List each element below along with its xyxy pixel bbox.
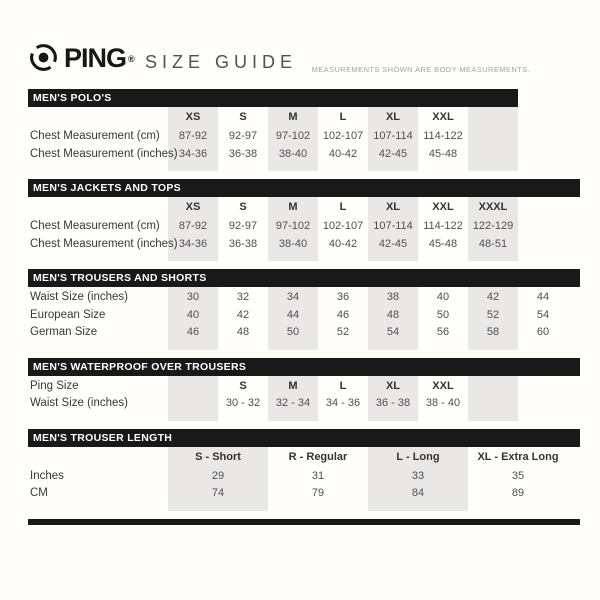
page-header <box>28 40 580 84</box>
section-table <box>28 376 580 421</box>
value-cell: 40-42 <box>328 237 358 250</box>
value-cell: 92-97 <box>228 130 258 142</box>
size-header-cell: XL - Extra Long <box>477 450 559 463</box>
value-cell: 40 <box>436 291 450 303</box>
section-header-bar: MEN'S WATERPROOF OVER TROUSERS <box>28 358 580 376</box>
value-cell: 87-92 <box>178 220 208 232</box>
size-header-cell: XL <box>385 111 401 123</box>
value-cell: 54 <box>386 326 400 338</box>
row-label: Waist Size (inches) <box>30 397 128 409</box>
size-header-cell: XL <box>385 201 401 213</box>
value-cell: 46 <box>186 326 200 338</box>
size-header-cell: XS <box>185 201 201 213</box>
value-cell: 40-42 <box>328 147 358 160</box>
value-cell: 34 - 36 <box>325 397 361 409</box>
section-header-bar: MEN'S POLO'S <box>28 89 518 107</box>
value-cell: 30 - 32 <box>225 397 261 409</box>
size-header-cell: L <box>339 111 347 123</box>
bottom-divider <box>28 519 580 525</box>
size-header-cell: L <box>339 201 347 213</box>
column-stripe <box>168 376 218 421</box>
row-label: German Size <box>30 326 98 338</box>
value-cell: 38-40 <box>278 147 308 160</box>
value-cell: 114-122 <box>423 130 463 142</box>
size-header-cell: XXXL <box>478 201 508 213</box>
value-cell: 50 <box>436 308 450 321</box>
value-cell: 107-114 <box>373 130 413 142</box>
value-cell: 36 <box>336 291 350 303</box>
value-cell: 102-107 <box>322 220 364 232</box>
value-cell: 45-48 <box>428 147 458 160</box>
value-cell: 31 <box>311 469 325 482</box>
value-cell: 34 <box>286 291 300 303</box>
value-cell: 50 <box>286 326 300 338</box>
size-header-cell: XS <box>185 111 201 123</box>
ping-logo-icon <box>28 42 59 73</box>
size-table-section <box>28 269 580 350</box>
value-cell: 84 <box>411 487 425 499</box>
size-header-cell: S <box>239 201 247 213</box>
row-label: Chest Measurement (inches) <box>30 237 178 250</box>
registered-trademark-symbol: ® <box>128 54 135 64</box>
value-cell: 36 - 38 <box>375 397 411 409</box>
row-label: Chest Measurement (inches) <box>30 147 178 160</box>
size-header-cell: L - Long <box>396 450 440 463</box>
value-cell: 34-36 <box>178 237 208 250</box>
row-label: CM <box>30 487 48 499</box>
row-label: Inches <box>30 469 64 482</box>
value-cell: 92-97 <box>228 220 258 232</box>
size-header-cell: M <box>288 379 298 392</box>
section-header-bar: MEN'S TROUSERS AND SHORTS <box>28 269 580 287</box>
value-cell: 36-38 <box>228 237 258 250</box>
size-header-cell: XXL <box>432 379 454 392</box>
brand-wordmark <box>64 43 133 73</box>
page-title: SIZE GUIDE <box>145 52 298 72</box>
value-cell: 32 - 34 <box>275 397 311 409</box>
value-cell: 38-40 <box>278 237 308 250</box>
value-cell: 114-122 <box>423 220 463 232</box>
value-cell: 42-45 <box>378 147 408 160</box>
value-cell: 97-102 <box>275 220 311 232</box>
value-cell: 79 <box>311 487 325 499</box>
value-cell: 52 <box>336 326 350 338</box>
value-cell: 60 <box>536 326 550 338</box>
size-header-cell: L <box>339 379 347 392</box>
value-cell: 52 <box>486 308 500 321</box>
row-label: Chest Measurement (cm) <box>30 220 160 232</box>
size-header-cell: XXL <box>432 111 454 123</box>
brand-name: PING <box>64 43 127 73</box>
section-table <box>28 197 580 261</box>
size-tables <box>28 89 580 525</box>
size-header-cell: XL <box>385 379 401 392</box>
section-table <box>28 107 580 171</box>
value-cell: 42 <box>236 308 250 321</box>
value-cell: 87-92 <box>178 130 208 142</box>
value-cell: 35 <box>511 469 525 482</box>
column-stripe <box>468 376 518 421</box>
section-header-bar: MEN'S TROUSER LENGTH <box>28 429 580 447</box>
value-cell: 46 <box>336 308 350 321</box>
value-cell: 29 <box>211 469 225 482</box>
section-header-bar: MEN'S JACKETS AND TOPS <box>28 179 580 197</box>
value-cell: 56 <box>436 326 450 338</box>
value-cell: 97-102 <box>275 130 311 142</box>
value-cell: 44 <box>536 291 550 303</box>
value-cell: 122-129 <box>472 220 514 232</box>
size-table-section <box>28 179 580 261</box>
value-cell: 42 <box>486 291 500 303</box>
row-label: European Size <box>30 308 106 321</box>
value-cell: 44 <box>286 308 300 321</box>
value-cell: 45-48 <box>428 237 458 250</box>
value-cell: 38 - 40 <box>425 397 461 409</box>
value-cell: 34-36 <box>178 147 208 160</box>
value-cell: 107-114 <box>373 220 413 232</box>
value-cell: 33 <box>411 469 425 482</box>
column-stripe <box>468 107 518 171</box>
size-table-section <box>28 358 580 421</box>
value-cell: 40 <box>186 308 200 321</box>
section-table <box>28 287 580 350</box>
size-table-section <box>28 89 580 171</box>
size-header-cell: S <box>239 379 247 392</box>
size-header-cell: S <box>239 111 247 123</box>
value-cell: 48-51 <box>478 237 508 250</box>
value-cell: 30 <box>186 291 200 303</box>
size-header-cell: R - Regular <box>288 450 348 463</box>
value-cell: 48 <box>236 326 250 338</box>
value-cell: 32 <box>236 291 250 303</box>
size-header-cell: M <box>288 201 298 213</box>
body-measurements-note: MEASUREMENTS SHOWN ARE BODY MEASUREMENTS. <box>311 65 530 74</box>
size-header-cell: M <box>288 111 298 123</box>
value-cell: 48 <box>386 308 400 321</box>
value-cell: 89 <box>511 487 525 499</box>
row-label: Chest Measurement (cm) <box>30 130 160 142</box>
value-cell: 38 <box>386 291 400 303</box>
value-cell: 58 <box>486 326 500 338</box>
value-cell: 42-45 <box>378 237 408 250</box>
value-cell: 74 <box>211 487 225 499</box>
row-label: Waist Size (inches) <box>30 291 128 303</box>
size-table-section <box>28 429 580 511</box>
size-header-cell: S - Short <box>195 450 241 463</box>
row-label: Ping Size <box>30 379 79 392</box>
value-cell: 102-107 <box>322 130 364 142</box>
value-cell: 36-38 <box>228 147 258 160</box>
value-cell: 54 <box>536 308 550 321</box>
section-table <box>28 447 580 511</box>
size-header-cell: XXL <box>432 201 454 213</box>
